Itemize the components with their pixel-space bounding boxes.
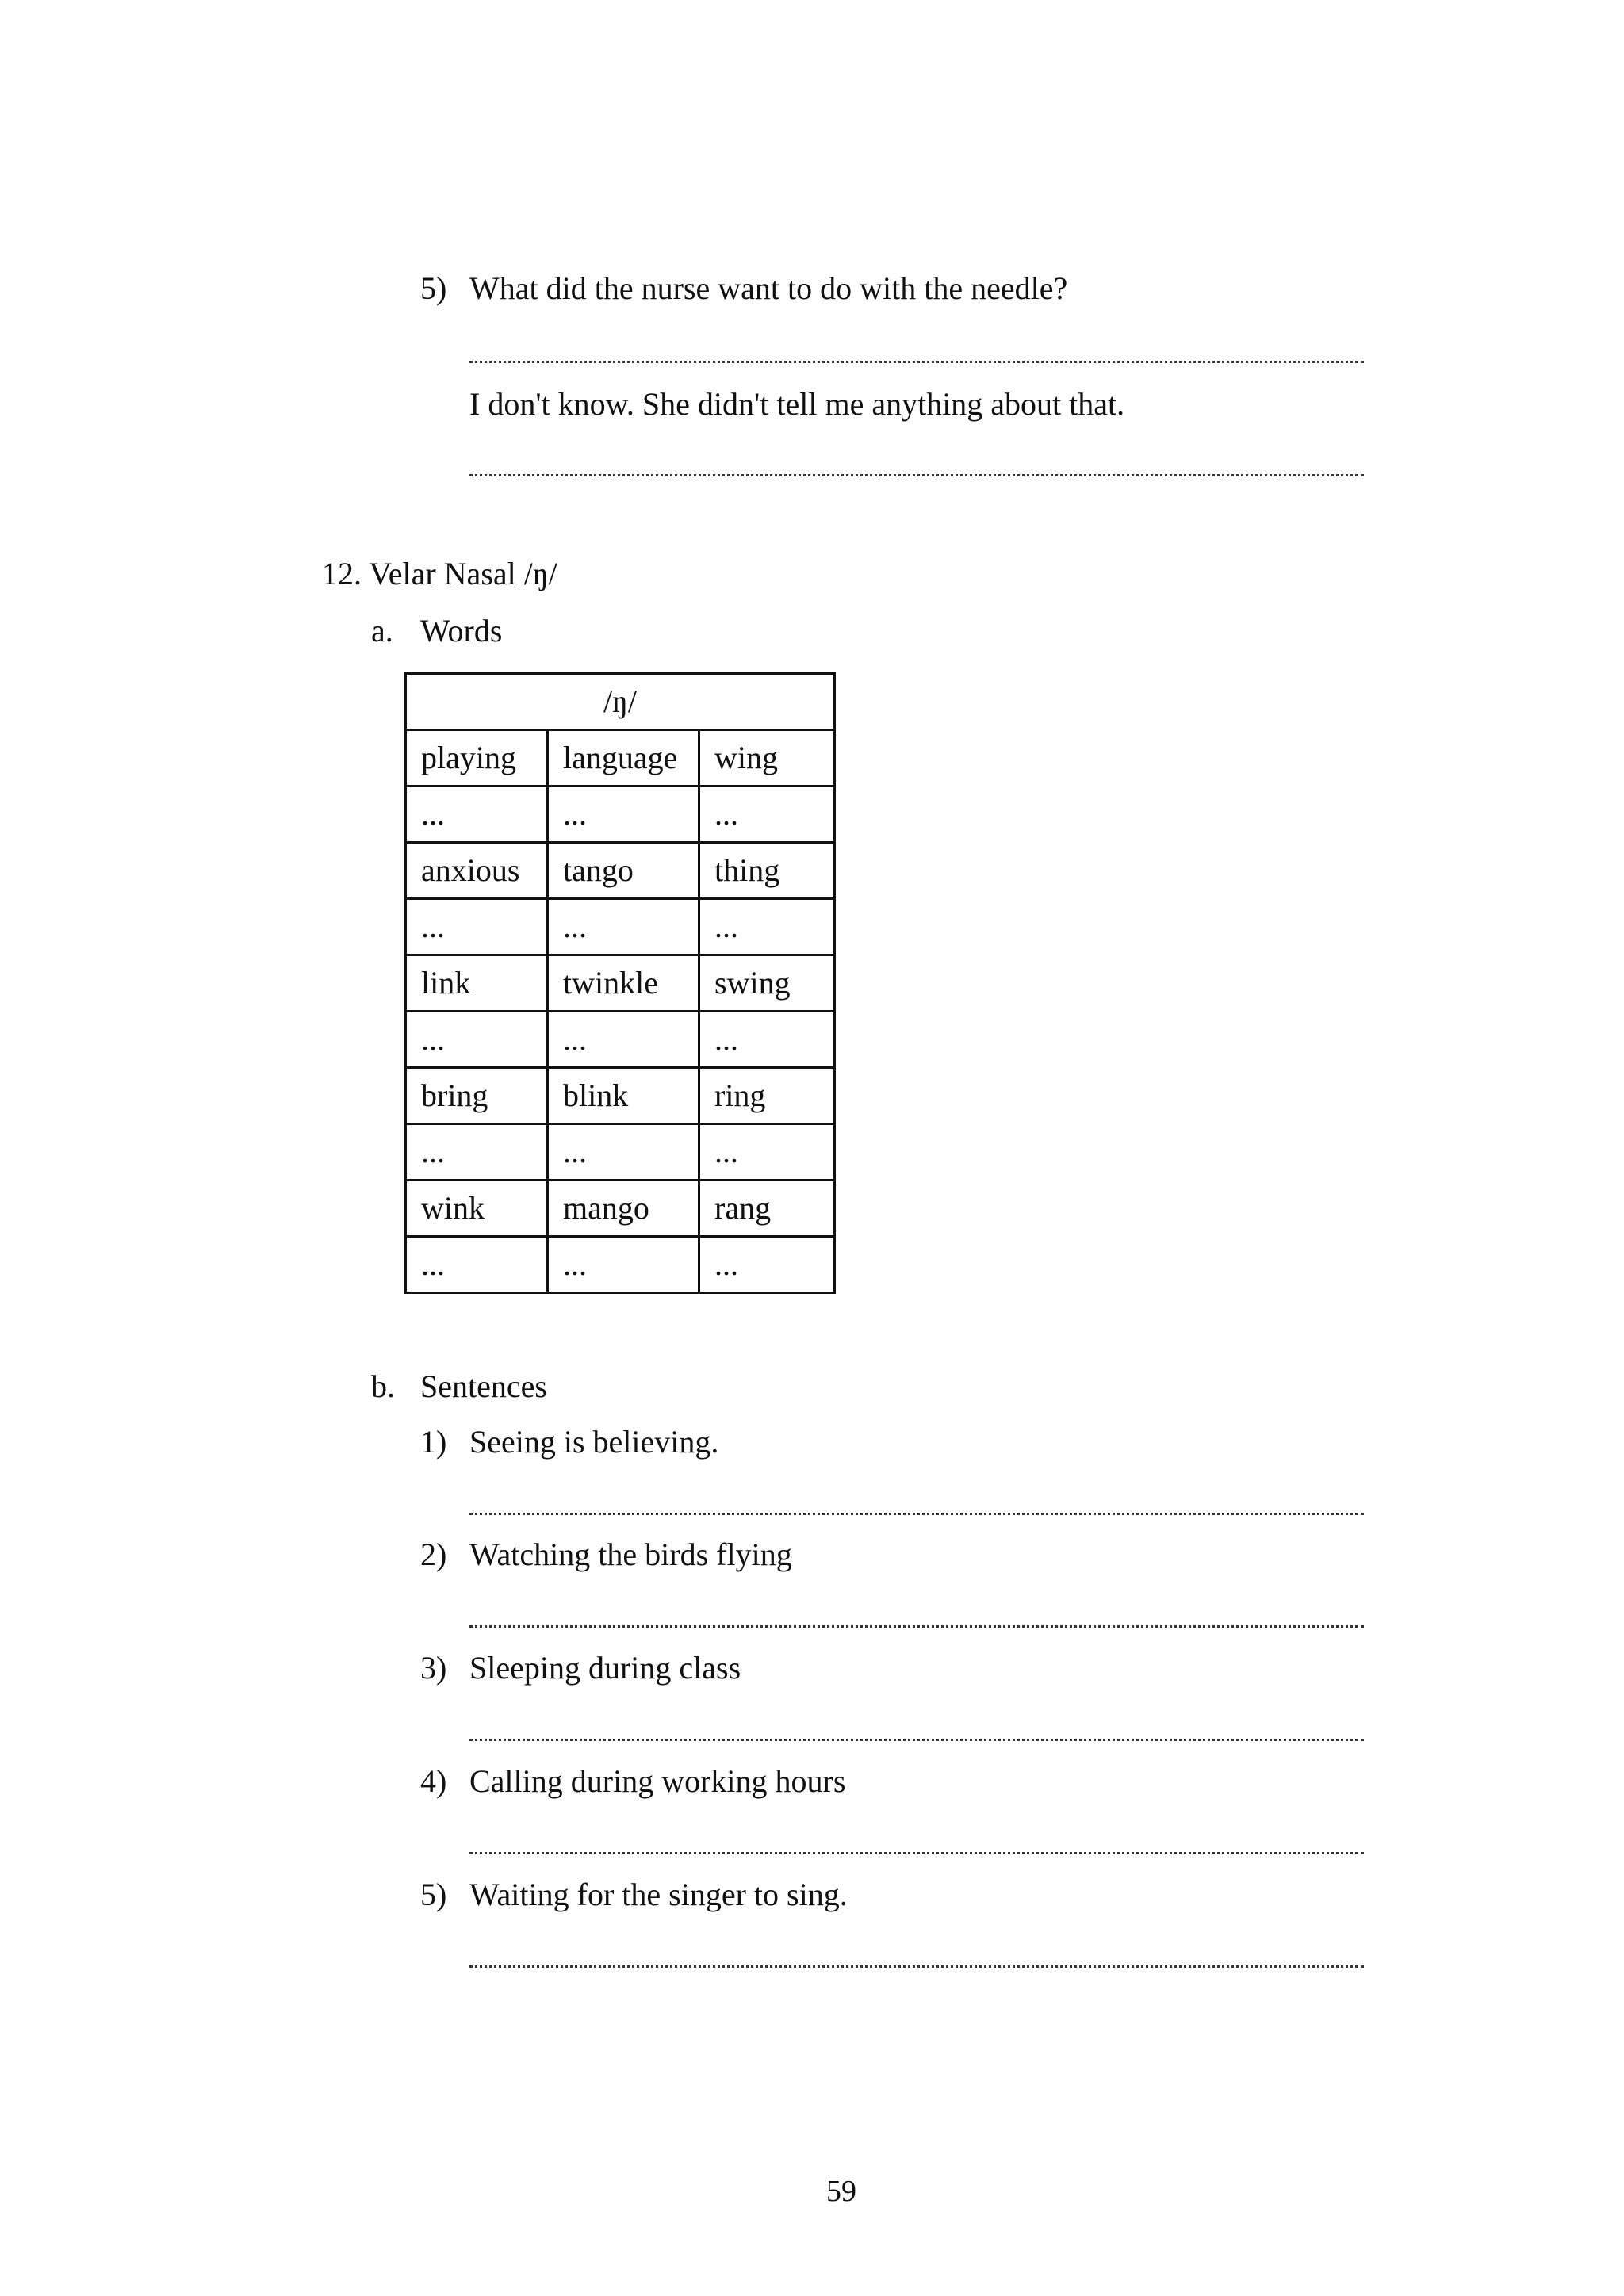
table-cell: ... bbox=[548, 899, 699, 955]
table-cell: ... bbox=[548, 1124, 699, 1181]
sentence-text: Waiting for the singer to sing. bbox=[469, 1877, 848, 1912]
part-a-heading bbox=[371, 612, 502, 650]
table-cell: ... bbox=[406, 1237, 548, 1293]
table-cell: twinkle bbox=[548, 955, 699, 1012]
sentence-item bbox=[420, 1649, 741, 1687]
table-row bbox=[406, 786, 835, 843]
table-cell: ... bbox=[548, 1237, 699, 1293]
prev-question-number: 5) bbox=[420, 270, 447, 306]
table-cell: thing bbox=[699, 843, 835, 899]
sentence-number: 3) bbox=[420, 1650, 447, 1686]
part-b-label: b. bbox=[371, 1368, 395, 1404]
table-cell: ... bbox=[548, 786, 699, 843]
part-b-title: Sentences bbox=[420, 1368, 547, 1404]
sentence-number: 5) bbox=[420, 1877, 447, 1912]
table-cell: ... bbox=[699, 1237, 835, 1293]
sentence-text: Watching the birds flying bbox=[469, 1536, 792, 1572]
sentence-text: Calling during working hours bbox=[469, 1763, 846, 1799]
words-table bbox=[404, 672, 836, 1294]
table-cell: mango bbox=[548, 1181, 699, 1237]
sentence-number: 4) bbox=[420, 1763, 447, 1799]
table-cell: ... bbox=[406, 899, 548, 955]
part-b-heading bbox=[371, 1368, 547, 1406]
table-cell: ... bbox=[406, 1124, 548, 1181]
table-cell: playing bbox=[406, 730, 548, 786]
part-a-title: Words bbox=[420, 613, 503, 649]
table-cell: ... bbox=[406, 786, 548, 843]
table-row bbox=[406, 1068, 835, 1124]
answer-line bbox=[469, 1513, 1364, 1515]
page-number: 59 bbox=[826, 2175, 856, 2208]
table-header-row bbox=[406, 674, 835, 730]
table-cell: anxious bbox=[406, 843, 548, 899]
table-cell: ring bbox=[699, 1068, 835, 1124]
table-cell: language bbox=[548, 730, 699, 786]
table-row bbox=[406, 1237, 835, 1293]
table-cell: rang bbox=[699, 1181, 835, 1237]
sentence-item bbox=[420, 1536, 792, 1574]
answer-line bbox=[469, 1852, 1364, 1854]
table-cell: ... bbox=[699, 786, 835, 843]
table-cell: swing bbox=[699, 955, 835, 1012]
table-row bbox=[406, 955, 835, 1012]
table-row bbox=[406, 730, 835, 786]
table-row bbox=[406, 1181, 835, 1237]
sentence-item bbox=[420, 1423, 718, 1461]
answer-line bbox=[469, 1965, 1364, 1968]
table-cell: ... bbox=[699, 1012, 835, 1068]
table-cell: bring bbox=[406, 1068, 548, 1124]
section-title: 12. Velar Nasal /ŋ/ bbox=[322, 556, 557, 591]
table-header: /ŋ/ bbox=[406, 674, 835, 730]
table-cell: ... bbox=[699, 899, 835, 955]
part-a-label: a. bbox=[371, 613, 393, 649]
table-cell: blink bbox=[548, 1068, 699, 1124]
table-cell: wink bbox=[406, 1181, 548, 1237]
table-row bbox=[406, 1012, 835, 1068]
table-cell: ... bbox=[406, 1012, 548, 1068]
table-row bbox=[406, 1124, 835, 1181]
answer-line bbox=[469, 1739, 1364, 1741]
prev-question-text: What did the nurse want to do with the needle? bbox=[469, 270, 1068, 306]
sentence-number: 2) bbox=[420, 1536, 447, 1572]
sentence-number: 1) bbox=[420, 1424, 447, 1460]
table-cell: wing bbox=[699, 730, 835, 786]
answer-line bbox=[469, 1625, 1364, 1628]
answer-line bbox=[469, 361, 1364, 363]
table-cell: ... bbox=[699, 1124, 835, 1181]
sentence-text: Seeing is believing. bbox=[469, 1424, 719, 1460]
prev-question bbox=[420, 270, 1067, 308]
sentence-text: Sleeping during class bbox=[469, 1650, 741, 1686]
sentence-item bbox=[420, 1762, 845, 1800]
table-cell: ... bbox=[548, 1012, 699, 1068]
sentence-item bbox=[420, 1876, 848, 1914]
table-row bbox=[406, 843, 835, 899]
table-row bbox=[406, 899, 835, 955]
table-cell: link bbox=[406, 955, 548, 1012]
answer-line bbox=[469, 474, 1364, 476]
prev-question-answer: I don't know. She didn't tell me anything about that. bbox=[469, 386, 1125, 422]
table-cell: tango bbox=[548, 843, 699, 899]
